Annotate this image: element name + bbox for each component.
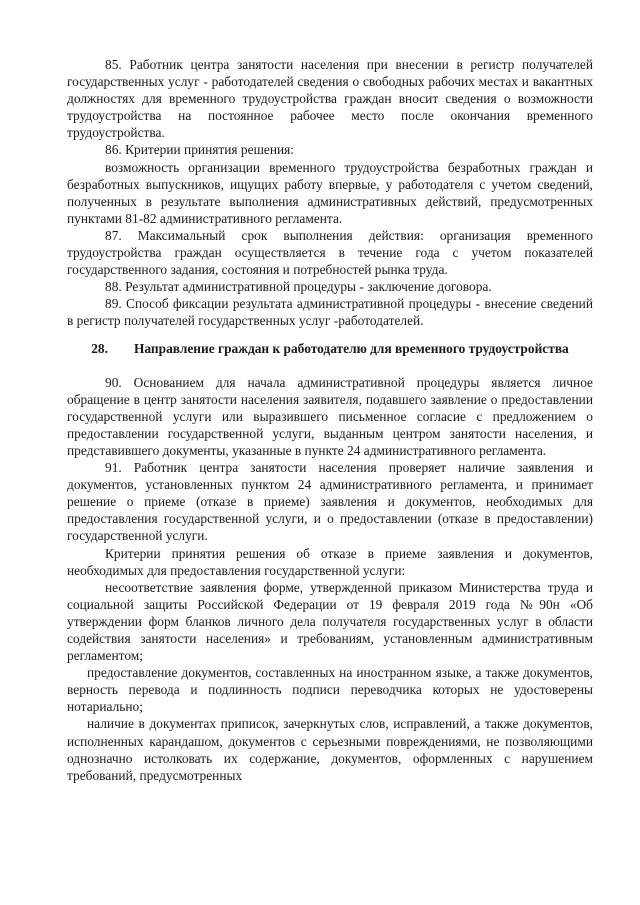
paragraph-corrections: наличие в документах приписок, зачеркнутых слов, исправлений, а также документов, исполненных карандашом, документов с серьезными повреждениями, не позволяющими однозначно истолковать их содержание, документов, оформленных с нарушением требований, предусмотренных: [67, 716, 593, 783]
section-number: 28.: [91, 340, 108, 356]
paragraph-86-criteria: возможность организации временного трудоустройства безработных граждан и безработных выпускников, ищущих работу впервые, у работодателя с учетом сведений, полученных в результате выполнения административных действий, предусмотренных пунктами 81-82 административного регламента.: [67, 159, 593, 226]
paragraph-refusal-criteria: Критерии принятия решения об отказе в приеме заявления и документов, необходимых для предоставления государственной услуги:: [67, 545, 593, 578]
paragraph-89: 89. Способ фиксации результата административной процедуры - внесение сведений в регистр получателей государственных услуг -работодателей.: [67, 296, 593, 329]
document-body: [67, 56, 593, 784]
paragraph-91: 91. Работник центра занятости населения проверяет наличие заявления и документов, установленных пунктом 24 административного регламента, и принимает решение о приеме (отказе в приеме) заявления и документов, необходимых для предоставления государственной услуги, и о предоставлении (отказе в предоставлении) государственной услуги.: [67, 460, 593, 544]
spacer: [67, 357, 593, 374]
paragraph-nonconformity: несоответствие заявления форме, утвержденной приказом Министерства труда и социальной защиты Российской Федерации от 19 февраля 2019 года №90н «Об утверждении форм бланков личного дела получателя государственных услуг в области содействия занятости населения» и требованиям, установленным административным регламентом;: [67, 579, 593, 664]
paragraph-90: 90. Основанием для начала административной процедуры является личное обращение в центр занятости населения заявителя, подавшего заявление о предоставлении государственной услуги или выразившего письменное согласие с предложением о предоставлении государственной услуги, выданным центром занятости населения, и представившего документы, указанные в пункте 24 административного регламента.: [67, 374, 593, 458]
paragraph-88: 88. Результат административной процедуры - заключение договора.: [105, 279, 492, 295]
paragraph-86: 86. Критерии принятия решения:: [105, 142, 295, 158]
paragraph-85: 85. Работник центра занятости населения при внесении в регистр получателей государственных услуг - работодателей сведения о свободных рабочих местах и вакантных должностях для временного трудоустройства граждан вносит сведения о возможности трудоустройства на постоянное рабочее место после окончания временного трудоустройства.: [67, 57, 593, 141]
section-heading: [67, 340, 593, 357]
paragraph-foreign-documents: предоставление документов, составленных на иностранном языке, а также документов, верность перевода и подлинность подписи переводчика которых не удостоверены нотариально;: [67, 665, 593, 715]
section-title: Направление граждан к работодателю для временного трудоустройства: [133, 340, 569, 356]
paragraph-87: 87. Максимальный срок выполнения действия: организация временного трудоустройства граждан осуществляется в течение года с учетом показателей государственного задания, состояния и потребностей рынка труда.: [67, 227, 593, 278]
